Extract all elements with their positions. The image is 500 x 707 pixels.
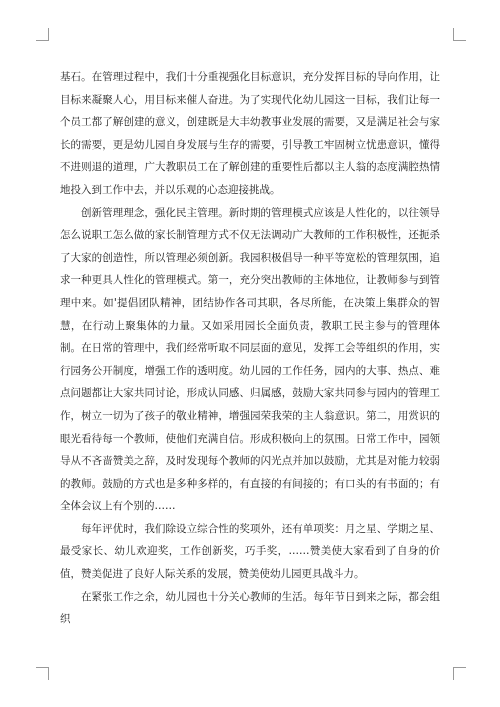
paragraph-annual-awards: 每年评优时，我们除设立综合性的奖项外，还有单项奖：月之星、学期之星、最受家长、幼儿欢迎奖，工作创新奖，巧手奖，……赞美使大家看到了自身的价值，赞美促进了良好人际关系的发展，赞美使幼儿园更具战斗力。: [60, 522, 440, 581]
crop-mark-bottom-left: [36, 667, 49, 680]
paragraph-teacher-life: 在紧张工作之余，幼儿园也十分关心教师的生活。每年节日到来之际，都会组织: [60, 590, 440, 626]
crop-mark-top-right: [453, 28, 466, 41]
paragraph-continuation: 基石。在管理过程中，我们十分重视强化目标意识，充分发挥目标的导向作用，让目标来凝聚人心，用目标来催人奋进。为了实现代化幼儿园这一目标，我们让每一个员工都了解创建的意义，创建既是大丰幼教事业发展的需要，又是满足社会与家长的需要，更是幼儿园自身发展与生存的需要，引导教工牢固树立忧患意识，懂得不进则退的道理，广大教职员工在了解创建的重要性后都以主人翁的态度满腔热情地投入到工作中去，并以乐观的心态迎接挑战。: [60, 71, 440, 196]
crop-mark-top-left: [36, 28, 49, 41]
crop-mark-bottom-right: [453, 667, 466, 680]
document-body: [60, 66, 440, 631]
paragraph-management-innovation: 创新管理理念，强化民主管理。新时期的管理模式应该是人性化的，以往领导怎么说职工怎么做的家长制管理方式不仅无法调动广大教师的工作积极性，还扼杀了大家的创造性，所以管理必须创新。我园积极倡导一种平等宽松的管理氛围，追求一种更具人性化的管理模式。第一，充分突出教师的主体地位，让教师参与到管理中来。如'提倡团队精神，团结协作各司其职，各尽所能，在决策上集群众的智慧，在行动上聚集体的力量。又如采用园长全面负责，教职工民主参与的管理体制。在日常的管理中，我们经常听取不同层面的意见，发挥工会等组织的作用，实行园务公开制度，增强工作的透明度。幼儿园的工作任务，园内的大事、热点、难点问题都让大家共同讨论，形成认同感、归属感，鼓励大家共同参与园内的管理工作，树立一切为了孩子的敬业精神，增强园荣我荣的主人翁意识。第二，用赏识的眼光看待每一个教师，使他们充满自信。形成积极向上的氛围。日常工作中，园领导从不吝啬赞美之辞，及时发现每个教师的闪光点并加以鼓励，尤其是对能力较弱的教师。鼓励的方式也是多种多样的，有直接的有间接的；有口头的有书面的；有全体会议上有个别的……: [60, 206, 440, 513]
